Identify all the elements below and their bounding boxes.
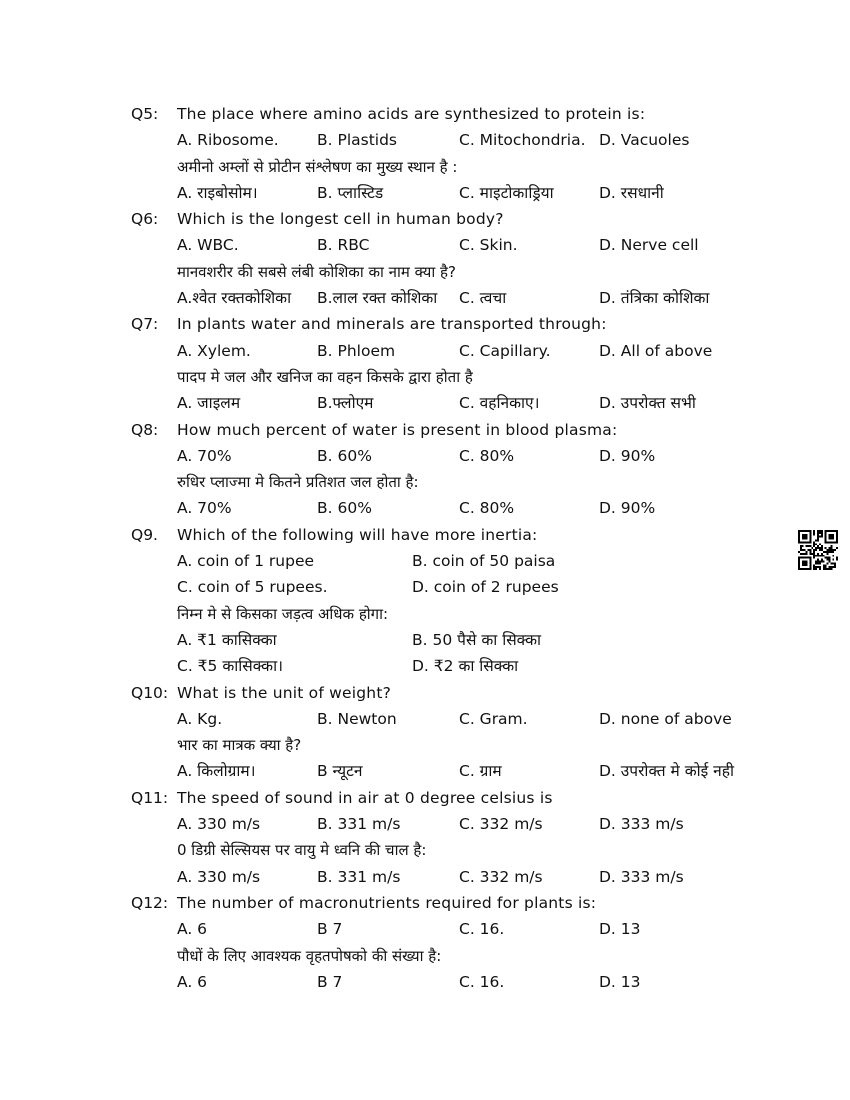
option-hindi: C. वहनिकाए। xyxy=(459,394,540,413)
option-english: A. 330 m/s xyxy=(177,815,261,834)
qr-code-icon xyxy=(798,530,838,570)
options-english xyxy=(131,338,781,364)
option-hindi: D. तंत्रिका कोशिका xyxy=(599,289,710,308)
option-english: C. 16. xyxy=(459,920,505,939)
question-line xyxy=(131,206,781,232)
question-list xyxy=(131,101,781,995)
option-english: D. 90% xyxy=(599,446,656,465)
option-english: D. Vacuoles xyxy=(599,131,690,150)
option-hindi: B.फ्लोएम xyxy=(317,394,374,413)
option-hindi: C. माइटोकाड्रिया xyxy=(459,183,554,202)
question-text-english: What is the unit of weight? xyxy=(177,683,392,702)
option-hindi: C. त्वचा xyxy=(459,289,507,308)
option-english: D. none of above xyxy=(599,709,732,728)
question-text-hindi: अमीनो अम्लों से प्रोटीन संश्लेषण का मुख्य स्थान है : xyxy=(177,157,458,176)
options-english xyxy=(131,574,781,600)
option-english: C. Gram. xyxy=(459,709,528,728)
question-text-english: The speed of sound in air at 0 degree celsius is xyxy=(177,788,553,807)
option-english: B. 60% xyxy=(317,446,372,465)
option-english: B. Phloem xyxy=(317,341,396,360)
options-english xyxy=(131,706,781,732)
question-text-english: The number of macronutrients required for plants is: xyxy=(177,893,597,912)
option-english: B. Plastids xyxy=(317,131,398,150)
question-number: Q5: xyxy=(131,105,159,123)
option-english: D. 13 xyxy=(599,920,641,939)
option-hindi: B. 60% xyxy=(317,499,372,518)
options-hindi xyxy=(131,285,781,311)
option-english: D. Nerve cell xyxy=(599,236,699,255)
option-hindi: C. 332 m/s xyxy=(459,867,543,886)
question-line xyxy=(131,417,781,443)
option-english: A. coin of 1 rupee xyxy=(177,552,315,571)
question-line xyxy=(131,311,781,337)
options-hindi xyxy=(131,627,781,653)
option-hindi: B 7 xyxy=(317,972,343,991)
question-line-hindi xyxy=(131,259,781,285)
option-hindi: A. ₹1 कासिक्का xyxy=(177,630,277,649)
option-hindi: C. 80% xyxy=(459,499,515,518)
question-text-english: How much percent of water is present in blood plasma: xyxy=(177,420,618,439)
question-text-hindi: मानवशरीर की सबसे लंबी कोशिका का नाम क्या है? xyxy=(177,262,456,281)
question-text-english: Which of the following will have more inertia: xyxy=(177,525,538,544)
option-english: C. Skin. xyxy=(459,236,518,255)
option-hindi: B न्यूटन xyxy=(317,762,363,781)
option-hindi: D. 90% xyxy=(599,499,656,518)
question-number: Q8: xyxy=(131,420,159,439)
options-english xyxy=(131,443,781,469)
question-text-hindi: 0 डिग्री सेल्सियस पर वायु मे ध्वनि की चाल है: xyxy=(177,841,427,860)
question-line-hindi xyxy=(131,601,781,627)
option-hindi: C. 16. xyxy=(459,972,505,991)
options-hindi xyxy=(131,390,781,416)
question-text-hindi: भार का मात्रक क्या है? xyxy=(177,736,302,755)
option-english: C. coin of 5 rupees. xyxy=(177,578,328,597)
option-hindi: D. 333 m/s xyxy=(599,867,684,886)
question-number: Q12: xyxy=(131,893,169,912)
option-hindi: A. 6 xyxy=(177,972,208,991)
option-hindi: A. राइबोसोम। xyxy=(177,183,258,202)
options-hindi xyxy=(131,495,781,521)
question-number: Q10: xyxy=(131,683,169,702)
option-english: D. coin of 2 rupees xyxy=(412,578,559,597)
option-english: A. Kg. xyxy=(177,709,223,728)
question-number: Q6: xyxy=(131,210,159,229)
option-english: A. Ribosome. xyxy=(177,131,279,150)
question-line-hindi xyxy=(131,364,781,390)
option-english: C. 80% xyxy=(459,446,515,465)
option-hindi: C. ग्राम xyxy=(459,762,502,781)
question-line-hindi xyxy=(131,943,781,969)
options-hindi xyxy=(131,758,781,784)
option-hindi: A. किलोग्राम। xyxy=(177,762,256,781)
option-hindi: B. प्लास्टिड xyxy=(317,183,384,202)
question-text-english: In plants water and minerals are transported through: xyxy=(177,315,607,334)
question-line xyxy=(131,890,781,916)
option-english: C. 332 m/s xyxy=(459,815,543,834)
question-line xyxy=(131,522,781,548)
option-english: A. 6 xyxy=(177,920,208,939)
option-hindi: B. 331 m/s xyxy=(317,867,401,886)
option-hindi: A.श्वेत रक्तकोशिका xyxy=(177,289,292,308)
option-english: A. 70% xyxy=(177,446,232,465)
option-english: D. All of above xyxy=(599,341,713,360)
option-hindi: D. रसधानी xyxy=(599,183,664,202)
option-english: B 7 xyxy=(317,920,343,939)
options-english xyxy=(131,232,781,258)
option-hindi: C. ₹5 कासिक्का। xyxy=(177,657,283,676)
question-line-hindi xyxy=(131,732,781,758)
option-english: B. 331 m/s xyxy=(317,815,401,834)
question-text-hindi: निम्न मे से किसका जड़त्व अधिक होगा: xyxy=(177,604,389,623)
option-english: B. coin of 50 paisa xyxy=(412,552,556,571)
option-english: C. Mitochondria. xyxy=(459,131,586,150)
question-text-hindi: पादप मे जल और खनिज का वहन किसके द्वारा होता है xyxy=(177,367,473,386)
options-hindi xyxy=(131,864,781,890)
question-line xyxy=(131,680,781,706)
options-english xyxy=(131,916,781,942)
question-number: Q9. xyxy=(131,525,158,544)
option-english: B. Newton xyxy=(317,709,397,728)
option-english: A. WBC. xyxy=(177,236,239,255)
option-hindi: D. उपरोक्त मे कोई नही xyxy=(599,762,735,781)
question-number: Q7: xyxy=(131,315,159,334)
question-line xyxy=(131,101,781,127)
question-text-hindi: पौधों के लिए आवश्यक वृहतपोषको की संख्या है: xyxy=(177,946,442,965)
option-hindi: A. 70% xyxy=(177,499,232,518)
options-hindi xyxy=(131,969,781,995)
question-line-hindi xyxy=(131,154,781,180)
option-hindi: D. उपरोक्त सभी xyxy=(599,394,696,413)
option-hindi: A. जाइलम xyxy=(177,394,241,413)
option-english: C. Capillary. xyxy=(459,341,551,360)
option-english: A. Xylem. xyxy=(177,341,251,360)
question-text-hindi: रुधिर प्लाज्मा मे कितने प्रतिशत जल होता है: xyxy=(177,473,419,492)
options-english xyxy=(131,811,781,837)
option-hindi: D. ₹2 का सिक्का xyxy=(412,657,519,676)
options-english xyxy=(131,127,781,153)
options-hindi xyxy=(131,180,781,206)
option-hindi: B. 50 पैसे का सिक्का xyxy=(412,630,542,649)
option-english: D. 333 m/s xyxy=(599,815,684,834)
options-hindi xyxy=(131,653,781,679)
question-line xyxy=(131,785,781,811)
option-english: B. RBC xyxy=(317,236,370,255)
option-hindi: A. 330 m/s xyxy=(177,867,261,886)
option-hindi: D. 13 xyxy=(599,972,641,991)
question-number: Q11: xyxy=(131,788,169,807)
option-hindi: B.लाल रक्त कोशिका xyxy=(317,289,438,308)
question-line-hindi xyxy=(131,837,781,863)
question-text-english: Which is the longest cell in human body? xyxy=(177,210,504,229)
options-english xyxy=(131,548,781,574)
question-text-english: The place where amino acids are synthesized to protein is: xyxy=(177,105,646,123)
question-line-hindi xyxy=(131,469,781,495)
